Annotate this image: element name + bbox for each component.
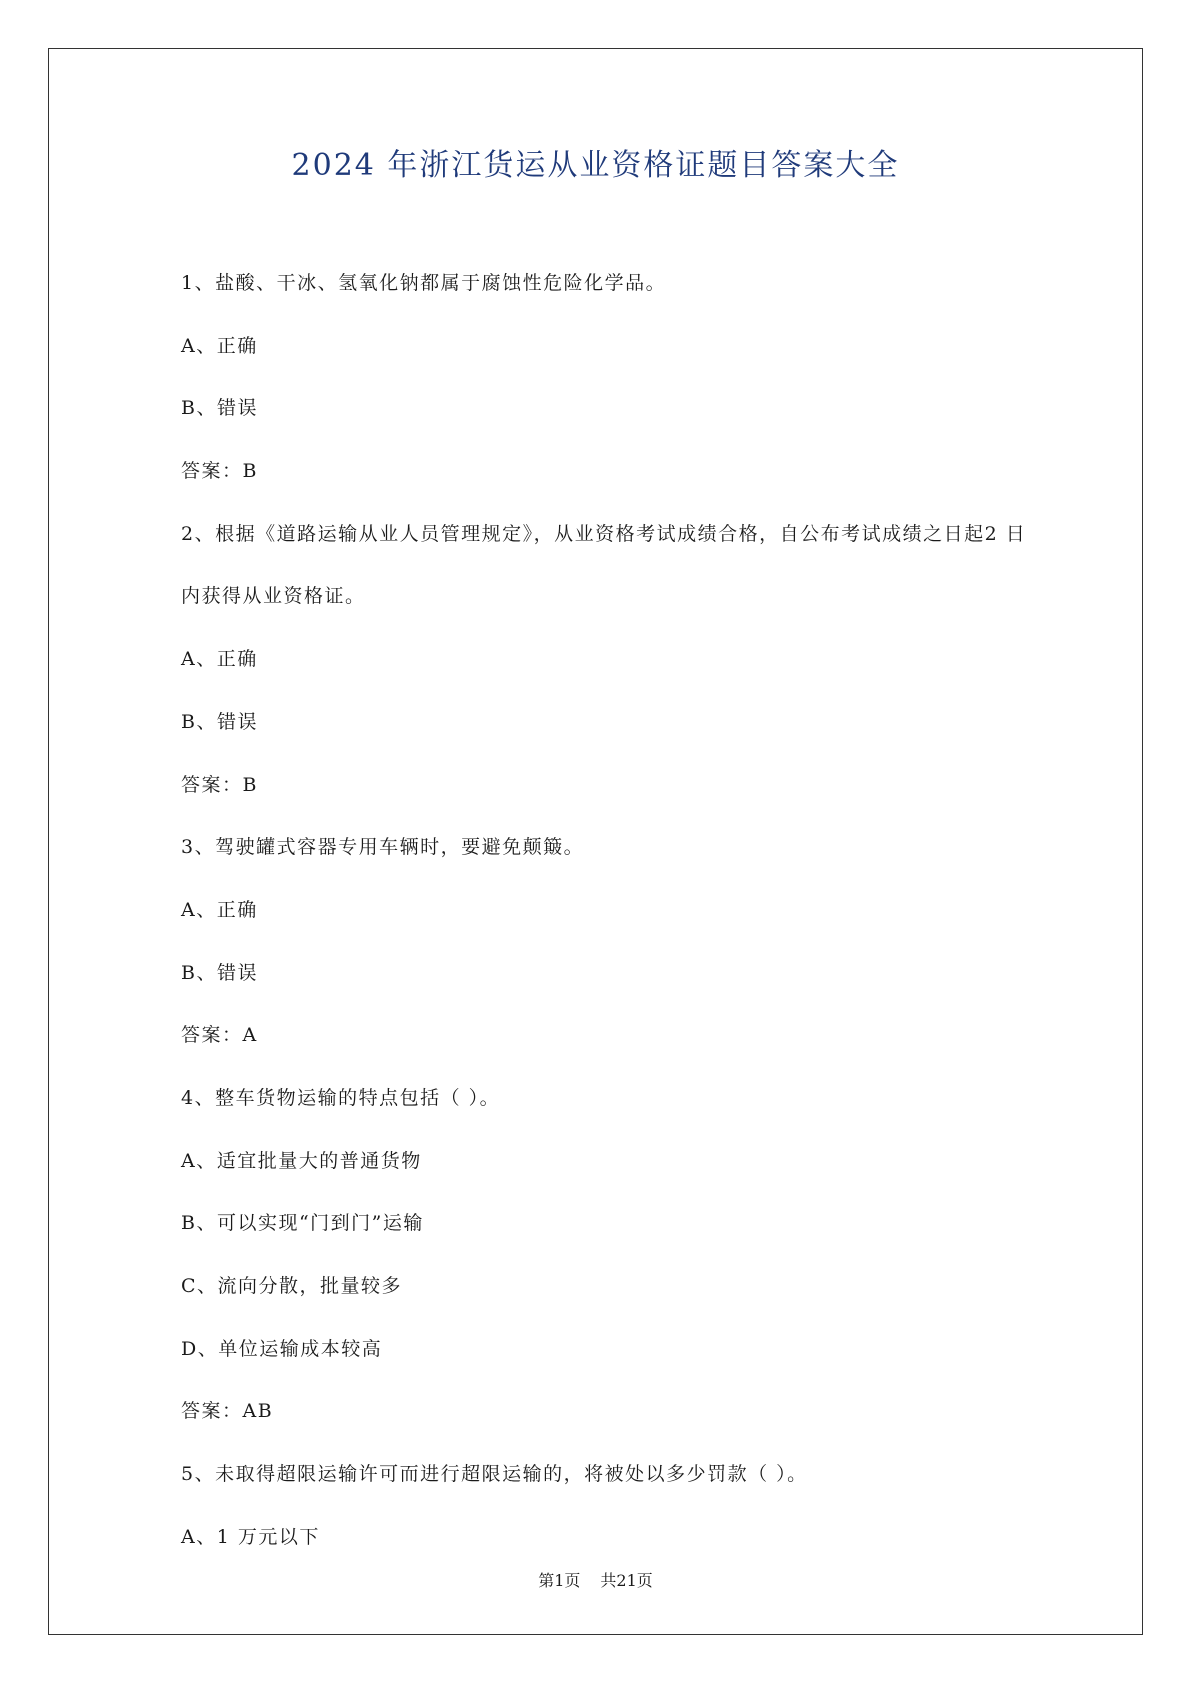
option-a: A、适宜批量大的普通货物: [181, 1149, 422, 1172]
page-footer: [0, 1568, 1191, 1591]
option-b: B、错误: [181, 397, 258, 420]
question-2: 2、根据《道路运输从业人员管理规定》，从业资格考试成绩合格，自公布考试成绩之日起2 日: [181, 522, 1027, 545]
option-b: B、可以实现“门到门”运输: [181, 1212, 424, 1235]
option-a: A、正确: [181, 648, 258, 671]
question-5: 5、未取得超限运输许可而进行超限运输的，将被处以多少罚款（ ）。: [181, 1463, 808, 1486]
answer: 答案：B: [181, 460, 258, 483]
option-c: C、流向分散，批量较多: [181, 1275, 403, 1297]
question-1: 1、盐酸、干冰、氢氧化钠都属于腐蚀性危险化学品。: [181, 272, 667, 294]
answer: 答案：B: [181, 773, 258, 796]
option-d: D、单位运输成本较高: [181, 1337, 383, 1360]
option-b: B、错误: [181, 961, 258, 984]
page-number: 第1页: [538, 1571, 581, 1590]
question-4: 4、整车货物运输的特点包括（ ）。: [181, 1086, 501, 1109]
option-a: A、1 万元以下: [181, 1525, 320, 1548]
question-2-continued: 内获得从业资格证。: [181, 585, 366, 608]
option-a: A、正确: [181, 898, 258, 921]
answer: 答案：A: [181, 1024, 258, 1047]
answer: 答案：AB: [181, 1400, 274, 1423]
option-b: B、错误: [181, 710, 258, 733]
page-total: 共21页: [600, 1571, 653, 1590]
document-title: 2024 年浙江货运从业资格证题目答案大全: [291, 148, 900, 183]
question-3: 3、驾驶罐式容器专用车辆时，要避免颠簸。: [181, 836, 585, 859]
document-body: [181, 252, 1027, 1568]
option-a: A、正确: [181, 334, 258, 357]
